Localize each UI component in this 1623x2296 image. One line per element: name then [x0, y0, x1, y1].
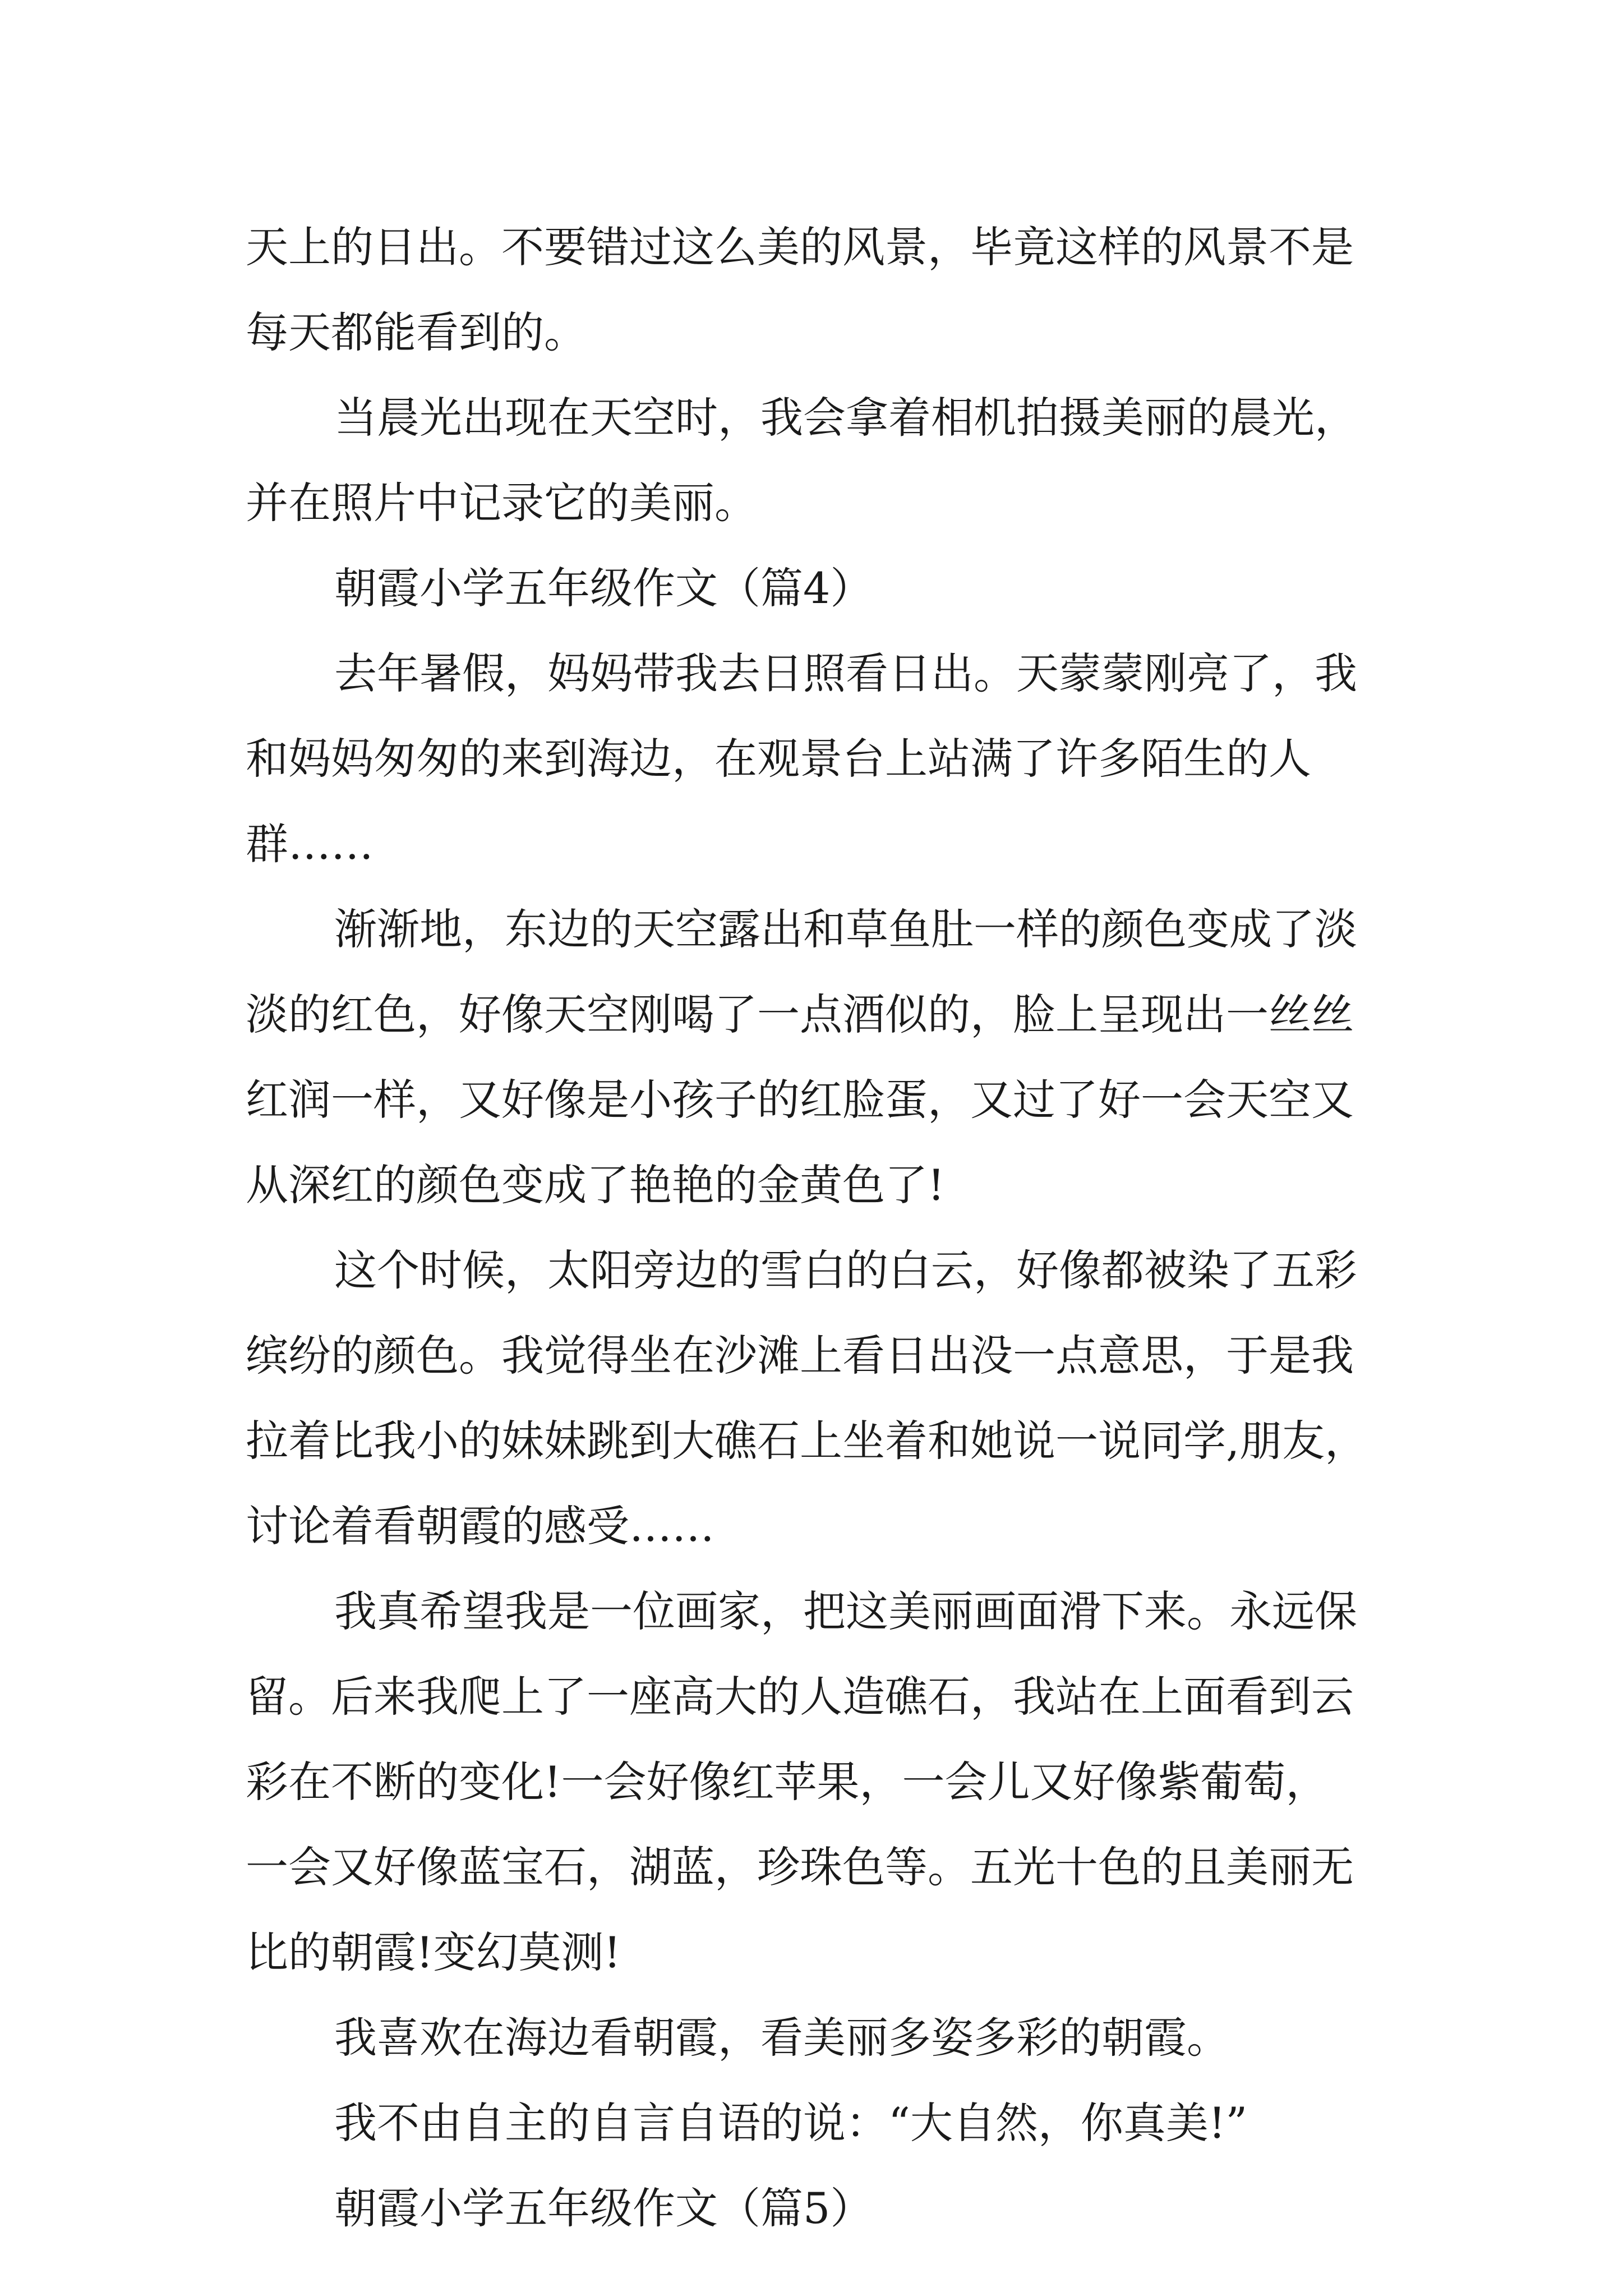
paragraph — [246, 887, 1401, 1228]
text-line: 淡的红色，好像天空刚喝了一点酒似的，脸上呈现出一丝丝 — [246, 990, 1354, 1039]
section-heading — [246, 546, 1401, 631]
text-line: 比的朝霞!变幻莫测! — [246, 1927, 621, 1977]
text-line: 朝霞小学五年级作文（篇4） — [334, 563, 873, 613]
text-line: 拉着比我小的妹妹跳到大礁石上坐着和她说一说同学,朋友， — [246, 1416, 1368, 1466]
text-line: 渐渐地，东边的天空露出和草鱼肚一样的颜色变成了淡 — [334, 904, 1357, 954]
text-line: 讨论着看朝霞的感受…… — [246, 1501, 714, 1551]
document-body — [246, 205, 1401, 2251]
text-line: 我真希望我是一位画家，把这美丽画面滑下来。永远保 — [334, 1586, 1357, 1636]
text-line: 和妈妈匆匆的来到海边，在观景台上站满了许多陌生的人 — [246, 734, 1311, 784]
text-line: 去年暑假，妈妈带我去日照看日出。天蒙蒙刚亮了，我 — [334, 648, 1357, 698]
text-line: 从深红的颜色变成了艳艳的金黄色了! — [246, 1160, 945, 1210]
paragraph — [246, 375, 1401, 546]
text-line: 这个时候，太阳旁边的雪白的白云，好像都被染了五彩 — [334, 1245, 1357, 1295]
text-line: 留。后来我爬上了一座高大的人造礁石，我站在上面看到云 — [246, 1672, 1354, 1722]
paragraph — [246, 1569, 1401, 1995]
text-line: 彩在不断的变化!一会好像红苹果，一会儿又好像紫葡萄， — [246, 1757, 1329, 1807]
section-heading — [246, 2166, 1401, 2251]
paragraph — [246, 1228, 1401, 1569]
paragraph — [246, 631, 1401, 887]
text-line: 缤纷的颜色。我觉得坐在沙滩上看日出没一点意思，于是我 — [246, 1331, 1354, 1381]
text-line: 我喜欢在海边看朝霞，看美丽多姿多彩的朝霞。 — [334, 2013, 1229, 2063]
paragraph — [246, 1995, 1401, 2081]
text-line: 一会又好像蓝宝石，湖蓝，珍珠色等。五光十色的且美丽无 — [246, 1842, 1354, 1892]
paragraph — [246, 2081, 1401, 2166]
text-line: 并在照片中记录它的美丽。 — [246, 478, 757, 528]
text-line: 群…… — [246, 819, 374, 869]
text-line: 我不由自主的自言自语的说：“大自然，你真美!” — [334, 2098, 1248, 2148]
paragraph — [246, 205, 1401, 375]
text-line: 每天都能看到的。 — [246, 307, 587, 357]
text-line: 当晨光出现在天空时，我会拿着相机拍摄美丽的晨光， — [334, 393, 1357, 443]
text-line: 红润一样，又好像是小孩子的红脸蛋，又过了好一会天空又 — [246, 1075, 1354, 1125]
text-line: 天上的日出。不要错过这么美的风景，毕竟这样的风景不是 — [246, 222, 1354, 272]
text-line: 朝霞小学五年级作文（篇5） — [334, 2183, 873, 2233]
